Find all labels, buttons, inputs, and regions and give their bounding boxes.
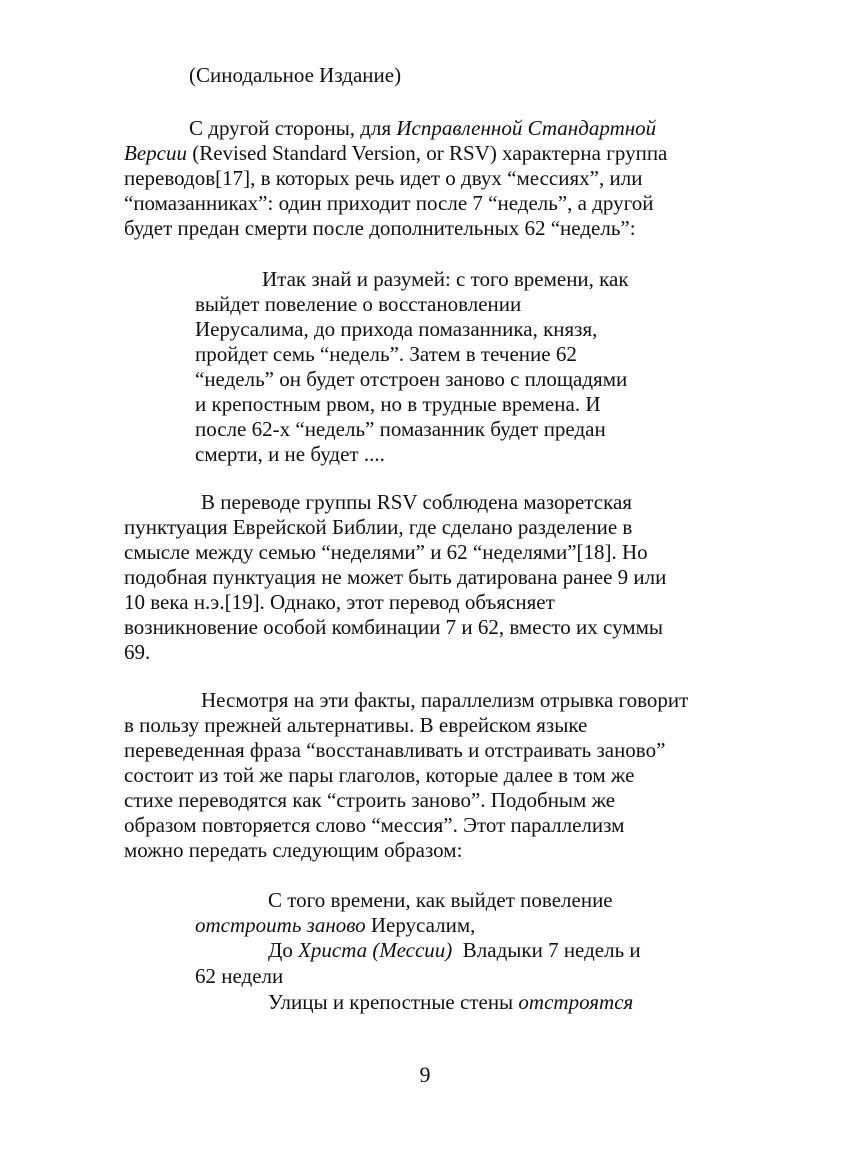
verse-line [268, 989, 633, 1015]
quote-line: “недель” он будет отстроен заново с площадями [195, 367, 628, 391]
para3-line: в пользу прежней альтернативы. В еврейском языке [124, 713, 588, 737]
quote-line: смерти, и не будет .... [195, 442, 385, 466]
para2-line: возникновение особой комбинации 7 и 62, вместо их суммы [124, 615, 663, 639]
text-run: “помазанниках”: один приходит после 7 “недель”, а другой [124, 191, 654, 215]
text-run: переводов[17], в которых речь идет о двух “мессиях”, или [124, 166, 643, 190]
text-run: 62 недели [195, 964, 284, 988]
text-run: Улицы и крепостные стены [268, 990, 519, 1014]
verse-line [195, 912, 475, 938]
para2-line: 10 века н.э.[19]. Однако, этот перевод объясняет [124, 590, 555, 614]
para3-line: образом повторяется слово “мессия”. Этот параллелизм [124, 813, 625, 837]
verse-line [195, 963, 283, 989]
text-run: Иерусалим, [365, 913, 476, 937]
italic-text: Исправленной Стандартной [396, 116, 657, 140]
text-run: будет предан смерти после дополнительных 62 “недель”: [124, 216, 636, 240]
page-number: 9 [419, 1062, 431, 1087]
para1-line [124, 215, 636, 241]
para2-line: 69. [124, 640, 151, 664]
para1-line [124, 165, 642, 191]
italic-text: Версии [124, 141, 187, 165]
quote-line: Иерусалима, до прихода помазанника, князя, [195, 317, 598, 341]
para2-line: смысле между семью “неделями” и 62 “неделями”[18]. Но [124, 540, 648, 564]
para2-line: подобная пунктуация не может быть датирована ранее 9 или [124, 565, 667, 589]
para3-line: состоит из той же пары глаголов, которые далее в том же [124, 763, 635, 787]
quote-line: после 62-х “недель” помазанник будет предан [195, 417, 606, 441]
section-heading: (Синодальное Издание) [189, 63, 402, 87]
quote-line: пройдет семь “недель”. Затем в течение 62 [195, 342, 577, 366]
italic-text: Христа (Мессии) [298, 938, 453, 962]
para2-line: В переводе группы RSV соблюдена мазоретская [201, 490, 632, 514]
para3-line: стихе переводятся как “строить заново”. Подобным же [124, 788, 616, 812]
para1-line [189, 115, 656, 141]
text-run: Владыки 7 недель и [452, 938, 641, 962]
verse-line [268, 937, 641, 963]
quote-line: и крепостным рвом, но в трудные времена. И [195, 392, 601, 416]
para2-line: пунктуация Еврейской Библии, где сделано разделение в [124, 515, 633, 539]
text-run: (Revised Standard Version, or RSV) характерна группа [186, 141, 668, 165]
text-run: С другой стороны, для [189, 116, 397, 140]
italic-text: отстроить заново [195, 913, 366, 937]
text-run: До [268, 938, 299, 962]
para1-line [124, 140, 667, 166]
quote-line: выйдет повеление о восстановлении [195, 292, 522, 316]
quote-line: Итак знай и разумей: с того времени, как [262, 267, 629, 291]
para1-line [124, 190, 653, 216]
para3-line: можно передать следующим образом: [124, 838, 463, 862]
para3-line: Несмотря на эти факты, параллелизм отрывка говорит [201, 688, 689, 712]
para3-line: переведенная фраза “восстанавливать и отстраивать заново” [124, 738, 666, 762]
text-run: С того времени, как выйдет повеление [268, 888, 613, 912]
verse-line [268, 887, 613, 913]
italic-text: отстроятся [518, 990, 634, 1014]
